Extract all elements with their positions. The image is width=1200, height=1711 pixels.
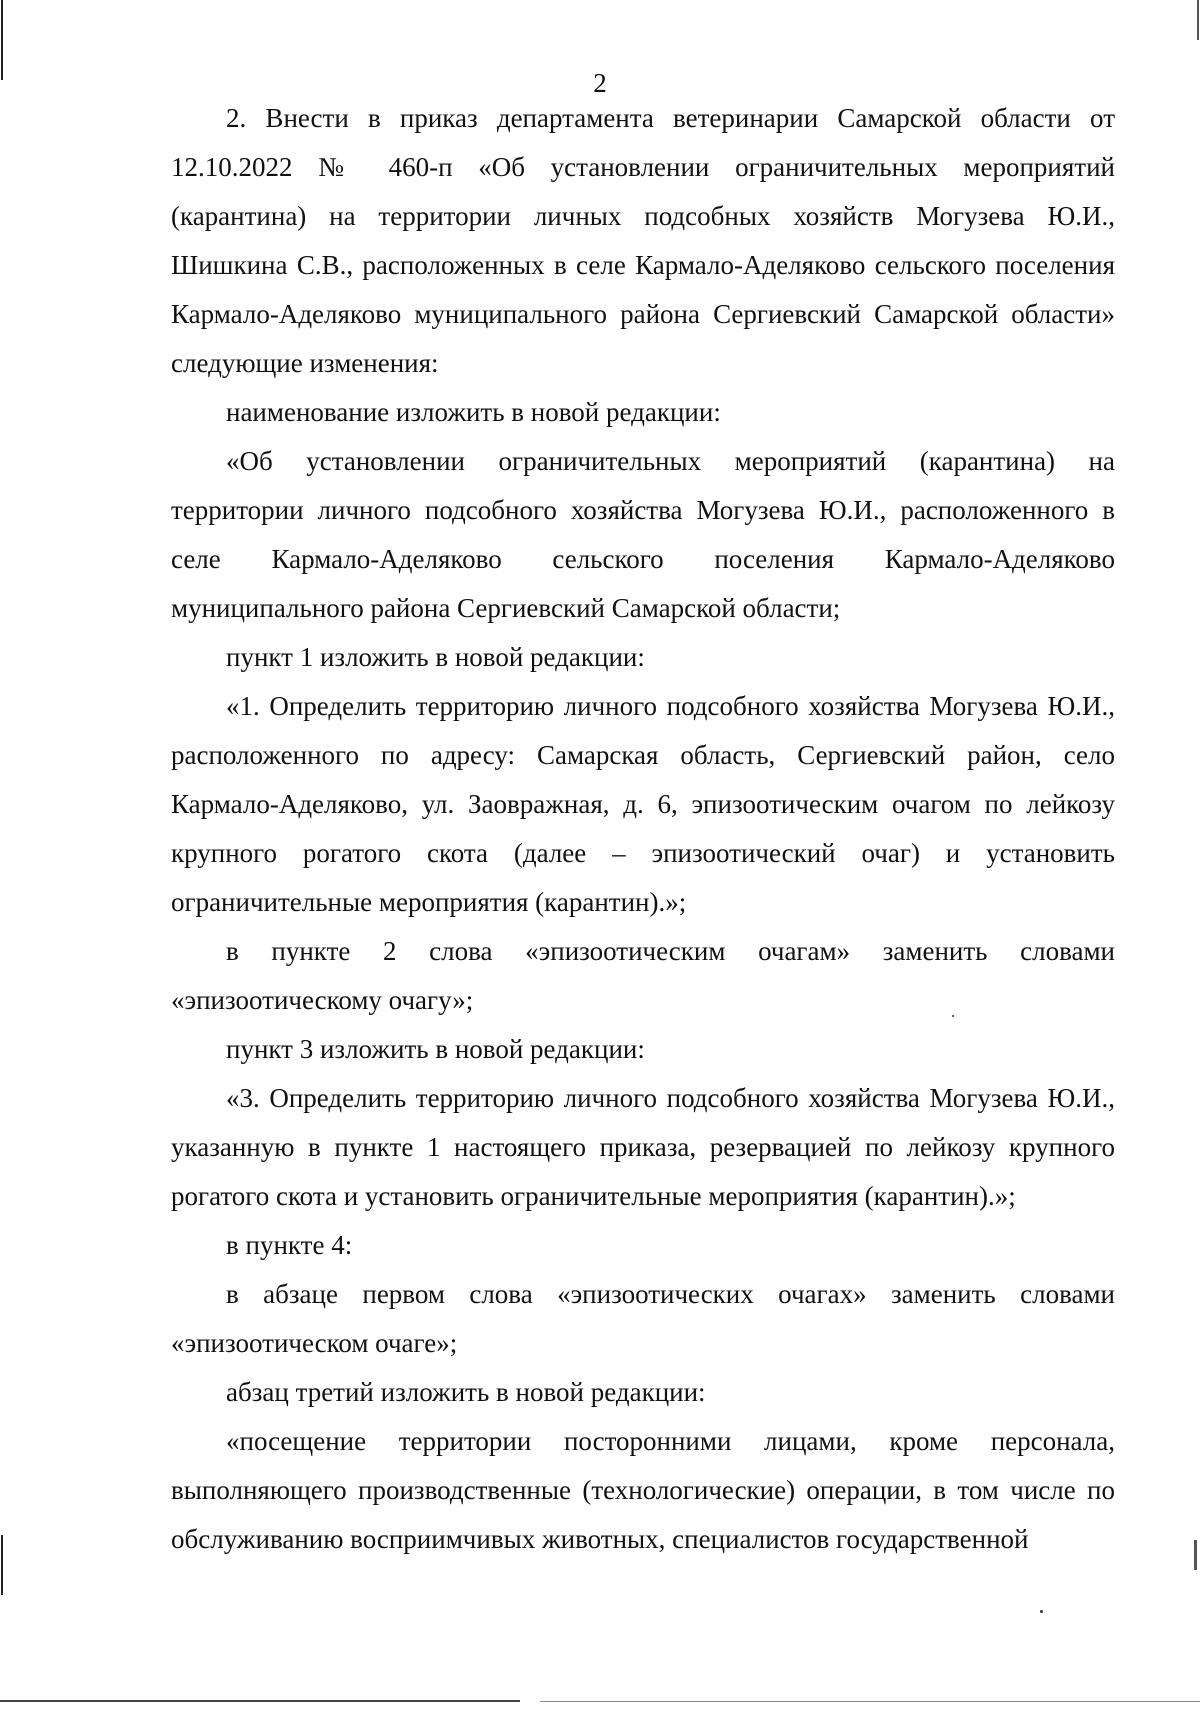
paragraph-item2-change: в пункте 2 слова «эпизоотическим очагам» заменить словами «эпизоотическому очагу»; xyxy=(171,936,1115,1015)
paragraph-title-instruction: наименование изложить в новой редакции: xyxy=(226,397,721,427)
scan-edge-left-bottom xyxy=(1,1535,3,1595)
paragraph-item4-third-instruction: абзац третий изложить в новой редакции: xyxy=(226,1377,706,1407)
paragraph-item1-instruction: пункт 1 изложить в новой редакции: xyxy=(226,642,645,672)
paragraph-item3-instruction: пункт 3 изложить в новой редакции: xyxy=(226,1034,645,1064)
scan-edge-bottom-2 xyxy=(540,1701,1200,1702)
scan-edge-right-mid xyxy=(1194,1540,1197,1570)
paragraph-item1-text: «1. Определить территорию личного подсобного хозяйства Могузева Ю.И., расположенного по адресу: Самарская область, Сергиевский район, село Кармало-Аделяково, ул. Заовражная, д. 6, эпизоотическим очагом по лейкозу крупного рогатого скота (далее – эпизоотический очаг) и установить ограничительные мероприятия (карантин).»; xyxy=(171,691,1115,917)
paragraph-item4-heading: в пункте 4: xyxy=(226,1230,353,1260)
paragraph-item4-first-change: в абзаце первом слова «эпизоотических очагах» заменить словами «эпизоотическом очаге»; xyxy=(171,1279,1115,1358)
paragraph-new-title: «Об установлении ограничительных мероприятий (карантина) на территории личного подсобного хозяйства Могузева Ю.И., расположенного в селе Кармало-Аделяково сельского поселения Кармало-Аделяково муниципального района Сергиевский Самарской области; xyxy=(171,446,1115,623)
paragraph-amendment-intro: 2. Внести в приказ департамента ветеринарии Самарской области от 12.10.2022 № 460-п «Об установлении ограничительных мероприятий (карантина) на территории личных подсобных хозяйств Могузева Ю.И., Шишкина С.В., расположенных в селе Кармало-Аделяково сельского поселения Кармало-Аделяково муниципального района Сергиевский Самарской области» следующие изменения: xyxy=(171,103,1115,378)
document-body xyxy=(171,94,1115,1564)
paragraph-item3-text: «3. Определить территорию личного подсобного хозяйства Могузева Ю.И., указанную в пункте 1 настоящего приказа, резервацией по лейкозу крупного рогатого скота и установить ограничительные мероприятия (карантин).»; xyxy=(171,1083,1115,1211)
scan-edge-bottom xyxy=(0,1700,520,1702)
scan-speck xyxy=(1040,1610,1043,1613)
page-number: 2 xyxy=(593,68,607,98)
scan-edge-right-top xyxy=(1197,0,1199,40)
paragraph-item4-third-text: «посещение территории посторонними лицами, кроме персонала, выполняющего производственные (технологические) операции, в том числе по обслуживанию восприимчивых животных, специалистов государственной xyxy=(171,1426,1115,1554)
